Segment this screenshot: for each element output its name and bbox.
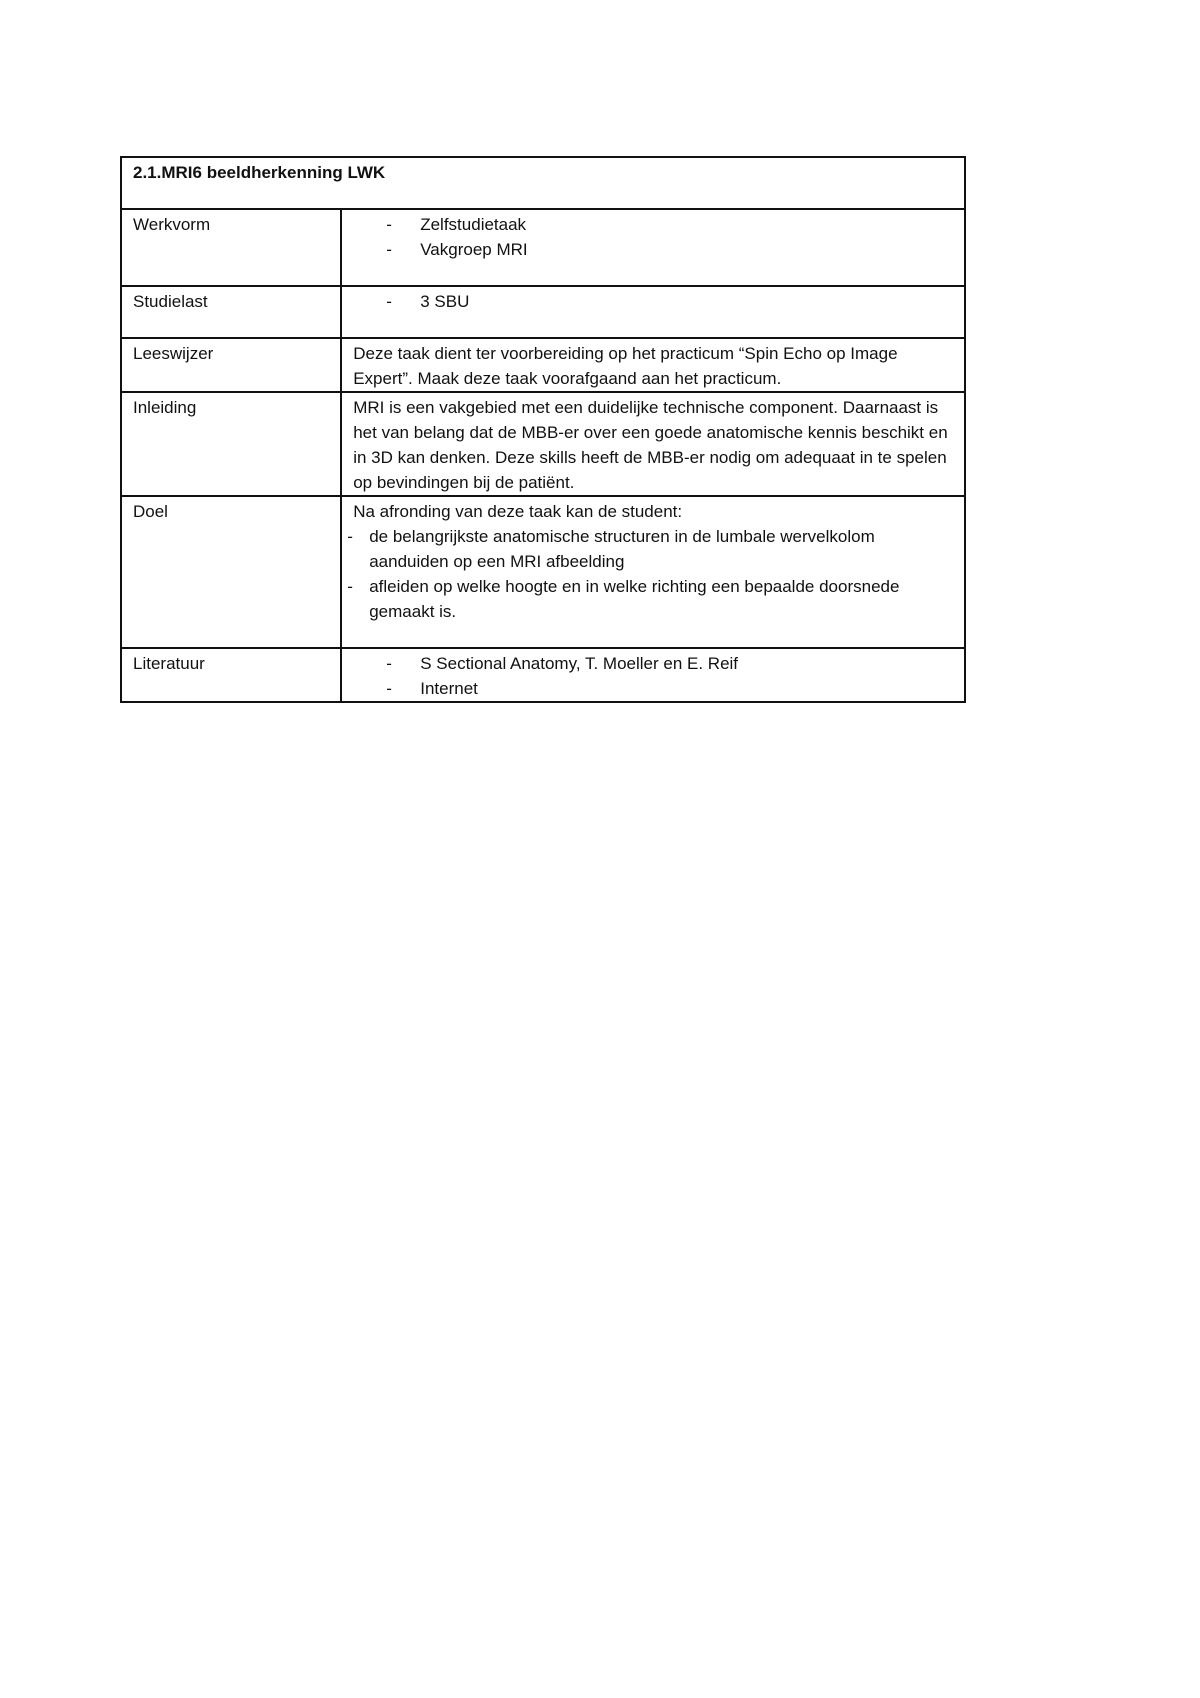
row-content-studielast <box>341 286 965 338</box>
doel-item: de belangrijkste anatomische structuren in de lumbale wervelkolom aanduiden op een MRI afbeelding <box>369 527 875 571</box>
list-item <box>353 237 954 262</box>
row-content-doel <box>341 496 965 648</box>
literatuur-item: S Sectional Anatomy, T. Moeller en E. Reif <box>420 654 739 673</box>
werkvorm-list <box>353 212 954 262</box>
doel-list <box>347 524 954 624</box>
literatuur-item: Internet <box>420 679 478 698</box>
list-item <box>353 289 954 314</box>
dash-bullet: - <box>347 527 353 546</box>
dash-bullet: - <box>386 215 392 234</box>
doel-intro: Na afronding van deze taak kan de student: <box>353 502 683 521</box>
table-row <box>121 209 965 286</box>
row-label-inleiding: Inleiding <box>121 392 341 496</box>
dash-bullet: - <box>386 654 392 673</box>
table-row <box>121 496 965 648</box>
literatuur-list <box>353 651 954 701</box>
table-row <box>121 392 965 496</box>
werkvorm-item: Zelfstudietaak <box>420 215 527 234</box>
table-row <box>121 286 965 338</box>
row-label-studielast: Studielast <box>121 286 341 338</box>
table-title: 2.1.MRI6 beeldherkenning LWK <box>121 157 965 209</box>
dash-bullet: - <box>347 577 353 596</box>
studielast-item: 3 SBU <box>420 292 470 311</box>
row-content-leeswijzer: Deze taak dient ter voorbereiding op het practicum “Spin Echo op Image Expert”. Maak deze taak voorafgaand aan het practicum. <box>341 338 965 392</box>
row-label-werkvorm: Werkvorm <box>121 209 341 286</box>
table-row <box>121 338 965 392</box>
row-content-inleiding: MRI is een vakgebied met een duidelijke technische component. Daarnaast is het van belang dat de MBB-er over een goede anatomische kennis beschikt en in 3D kan denken. Deze skills heeft de MBB-er nodig om adequaat in te spelen op bevindingen bij de patiënt. <box>341 392 965 496</box>
table-row <box>121 648 965 702</box>
row-content-literatuur <box>341 648 965 702</box>
row-label-leeswijzer: Leeswijzer <box>121 338 341 392</box>
dash-bullet: - <box>386 292 392 311</box>
doel-item: afleiden op welke hoogte en in welke richting een bepaalde doorsnede gemaakt is. <box>369 577 900 621</box>
list-item <box>353 676 954 701</box>
list-item <box>353 212 954 237</box>
werkvorm-item: Vakgroep MRI <box>420 240 528 259</box>
course-info-table <box>120 156 966 703</box>
studielast-list <box>353 289 954 314</box>
list-item <box>347 524 954 574</box>
list-item <box>353 651 954 676</box>
dash-bullet: - <box>386 679 392 698</box>
row-content-werkvorm <box>341 209 965 286</box>
dash-bullet: - <box>386 240 392 259</box>
list-item <box>347 574 954 624</box>
row-label-literatuur: Literatuur <box>121 648 341 702</box>
row-label-doel: Doel <box>121 496 341 648</box>
